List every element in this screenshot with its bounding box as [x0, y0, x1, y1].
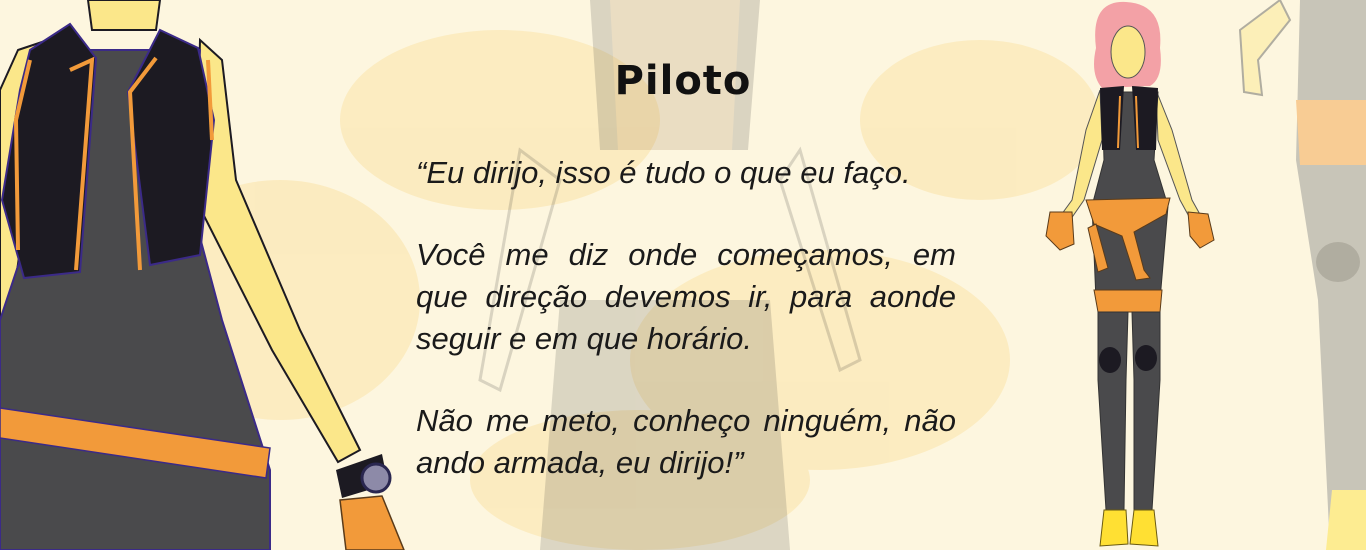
- character-quote: [416, 152, 956, 484]
- quote-paragraph-3: Não me meto, conheço ninguém, não ando armada, eu dirijo!”: [416, 403, 956, 480]
- page-title: Piloto: [614, 58, 752, 104]
- faded-edge-figure: [1240, 0, 1366, 550]
- quote-paragraph-2: Você me diz onde começamos, em que direção devemos ir, para aonde seguir e em que horário.: [416, 237, 956, 356]
- quote-paragraph-1: “Eu dirijo, isso é tudo o que eu faço.: [416, 155, 911, 190]
